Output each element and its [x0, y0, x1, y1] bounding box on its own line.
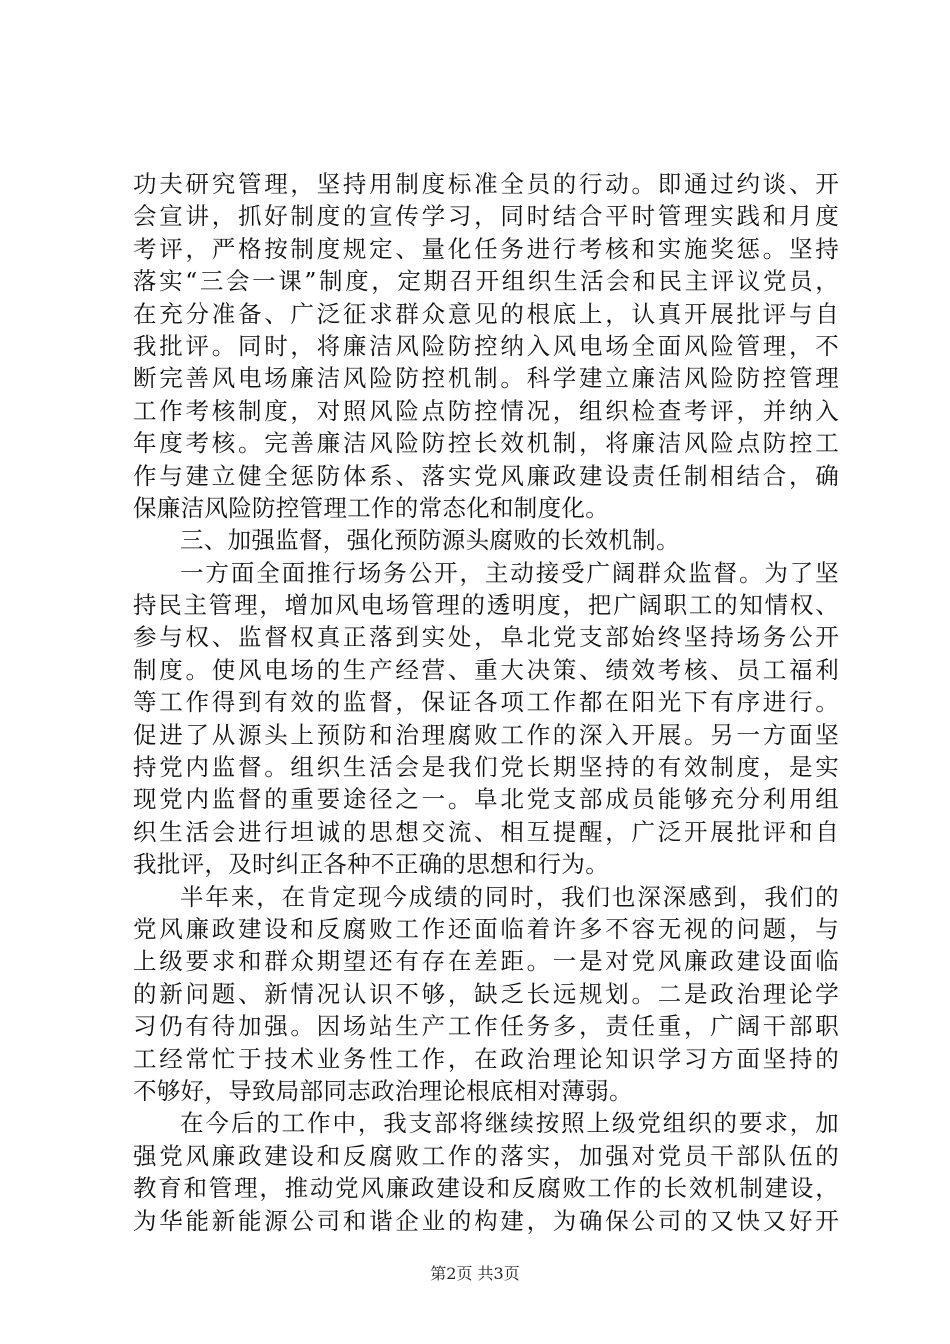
text-line: 不够好，导致局部同志政治理论根底相对薄弱。: [133, 1076, 633, 1105]
text-line: 为华能新能源公司和谐企业的构建，为确保公司的又快又好开: [133, 1206, 839, 1235]
document-body: [133, 168, 839, 1237]
text-line: 半年来，在肯定现今成绩的同时，我们也深深感到，我们的: [180, 882, 839, 911]
text-line: 我批评。同时，将廉洁风险防控纳入风电场全面风险管理，不: [133, 331, 839, 360]
text-line: 织生活会进行坦诚的思想交流、相互提醒，广泛开展批评和自: [133, 817, 839, 846]
text-line: 的新问题、新情况认识不够，缺乏长远规划。二是政治理论学: [133, 979, 839, 1008]
text-line: 工作考核制度，对照风险点防控情况，组织检查考评，并纳入: [133, 396, 839, 425]
text-line: 强党风廉政建设和反腐败工作的落实，加强对党员干部队伍的: [133, 1141, 839, 1170]
text-line: 在今后的工作中，我支部将继续按照上级党组织的要求，加: [180, 1109, 839, 1138]
text-line: 会宣讲，抓好制度的宣传学习，同时结合平时管理实践和月度: [133, 202, 839, 231]
page-footer: 第2页 共3页: [430, 1264, 520, 1283]
text-line: 考评，严格按制度规定、量化任务进行考核和实施奖惩。坚持: [133, 234, 839, 263]
text-line: 制度。使风电场的生产经营、重大决策、绩效考核、员工福利: [133, 655, 839, 684]
text-line: 现党内监督的重要途径之一。阜北党支部成员能够充分利用组: [133, 785, 839, 814]
text-line: 一方面全面推行场务公开，主动接受广阔群众监督。为了坚: [180, 558, 839, 587]
text-line: 落实“三会一课”制度，定期召开组织生活会和民主评议党员，: [133, 267, 839, 296]
text-line: 在充分准备、广泛征求群众意见的根底上，认真开展批评与自: [133, 299, 839, 328]
text-line: 教育和管理，推动党风廉政建设和反腐败工作的长效机制建设，: [133, 1174, 839, 1203]
text-line: 作与建立健全惩防体系、落实党风廉政建设责任制相结合，确: [133, 461, 839, 490]
text-line: 参与权、监督权真正落到实处，阜北党支部始终坚持场务公开: [133, 623, 839, 652]
text-line: 持党内监督。组织生活会是我们党长期坚持的有效制度，是实: [133, 753, 839, 782]
text-line: 三、加强监督，强化预防源头腐败的长效机制。: [180, 526, 680, 555]
text-line: 我批评，及时纠正各种不正确的思想和行为。: [133, 850, 609, 879]
text-line: 上级要求和群众期望还有存在差距。一是对党风廉政建设面临: [133, 947, 839, 976]
text-line: 保廉洁风险防控管理工作的常态化和制度化。: [133, 493, 609, 522]
text-line: 断完善风电场廉洁风险防控机制。科学建立廉洁风险防控管理: [133, 364, 839, 393]
text-line: 功夫研究管理，坚持用制度标准全员的行动。即通过约谈、开: [133, 170, 839, 198]
text-line: 习仍有待加强。因场站生产工作任务多，责任重，广阔干部职: [133, 1012, 839, 1041]
text-line: 持民主管理，增加风电场管理的透明度，把广阔职工的知情权、: [133, 591, 839, 620]
text-line: 年度考核。完善廉洁风险防控长效机制，将廉洁风险点防控工: [133, 429, 839, 458]
text-line: 工经常忙于技术业务性工作，在政治理论知识学习方面坚持的: [133, 1044, 839, 1073]
text-line: 等工作得到有效的监督，保证各项工作都在阳光下有序进行。: [133, 688, 839, 717]
text-line: 党风廉政建设和反腐败工作还面临着许多不容无视的问题，与: [133, 914, 839, 943]
text-line: 促进了从源头上预防和治理腐败工作的深入开展。另一方面坚: [133, 720, 839, 749]
